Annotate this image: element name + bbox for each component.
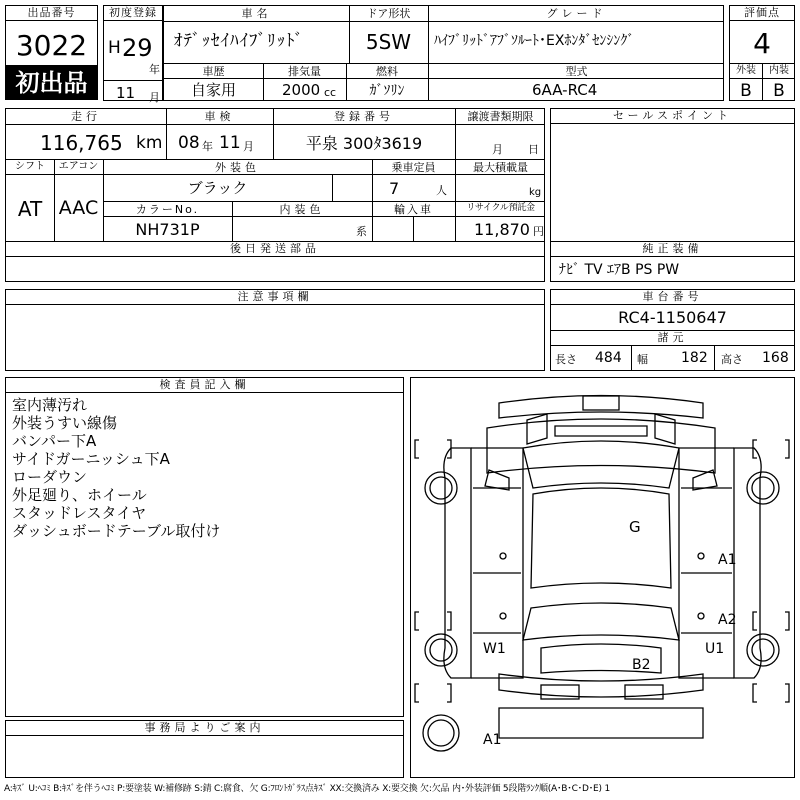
damage-diagram-box [410, 377, 795, 778]
specs-label: 諸元 [657, 331, 688, 344]
first-registration-era: H [108, 38, 121, 58]
transfer-doc-day-unit: 日 [528, 143, 539, 156]
inspection-year-unit: 年 [202, 140, 213, 153]
car-name-label: 車名 [241, 7, 272, 20]
inspector-note: サイドガーニッシュ下A [12, 450, 170, 468]
car-outline-diagram [411, 378, 794, 777]
vehicle-details-box [5, 108, 545, 242]
door-type-value: 5SW [365, 30, 412, 54]
exterior-color-value: ブラック [187, 179, 248, 197]
displacement-unit: cc [324, 86, 337, 99]
exterior-color-label: 外装色 [215, 161, 260, 174]
history-label: 車歴 [202, 65, 225, 78]
first-registration-year: 29 [122, 34, 153, 62]
aircon-label: エアコン [58, 161, 99, 172]
damage-mark-rear-bumper: A1 [483, 732, 502, 748]
damage-mark-left-rear-wheel: W1 [483, 641, 506, 657]
inspection-month-unit: 月 [243, 140, 254, 153]
first-registration-month: 11 [116, 84, 136, 102]
mileage-unit: km [136, 133, 163, 153]
interior-color-label: 内装色 [279, 203, 325, 216]
shift-value: AT [17, 197, 43, 221]
registration-label: 登録番号 [334, 110, 394, 123]
first-registration-box [103, 5, 163, 104]
inspector-note: ローダウン [12, 468, 88, 486]
inspector-note: 外装うすい線傷 [12, 414, 118, 432]
width-label: 幅 [637, 353, 648, 366]
inspector-note: バンパー下A [12, 432, 97, 450]
recycle-unit: 円 [533, 225, 544, 238]
import-label: 輸入車 [394, 203, 433, 216]
score-label: 評価点 [730, 6, 794, 21]
shift-label: シフト [15, 161, 45, 172]
later-parts-label: 後日発送部品 [6, 242, 544, 257]
grade-label: グレード [546, 7, 607, 20]
caution-box [5, 289, 545, 371]
caution-label: 注意事項欄 [6, 290, 544, 305]
height-label: 高さ [721, 353, 743, 366]
office-notice-label: 事務局よりご案内 [6, 721, 403, 736]
transfer-doc-label: 譲渡書類期限 [467, 110, 534, 123]
later-parts-box [5, 241, 545, 282]
mileage-value: 116,765 [40, 131, 123, 155]
sales-point-label: セールスポイント [551, 109, 794, 124]
car-info-box [163, 5, 724, 101]
sales-point-box [550, 108, 795, 242]
chassis-value: RC4-1150647 [618, 308, 727, 327]
equipment-box [550, 241, 795, 282]
chassis-label: 車台番号 [551, 290, 794, 305]
height-value: 168 [762, 350, 789, 366]
first-registration-month-unit: 月 [149, 91, 160, 104]
color-number-value: NH731P [135, 220, 200, 239]
max-load-unit: kg [529, 187, 542, 198]
model-value: 6AA-RC4 [532, 81, 598, 99]
first-registration-label: 初度登録 [104, 6, 162, 21]
inspector-note: スタッドレスタイヤ [12, 504, 147, 522]
office-notice-box [5, 720, 404, 778]
interior-score-value: B [773, 81, 785, 101]
interior-color-suffix: 系 [356, 225, 367, 238]
fuel-label: 燃料 [376, 65, 398, 78]
door-type-label: ドア形状 [366, 7, 411, 20]
color-number-label: カラーNo. [135, 203, 200, 216]
first-listing-text: 初出品 [15, 69, 88, 97]
first-listing-badge [5, 65, 98, 100]
first-registration-year-unit: 年 [149, 63, 160, 76]
inspector-note: ダッシュボードテーブル取付け [12, 522, 221, 540]
damage-mark-right-rear: A2 [718, 612, 737, 628]
inspection-year: 08 [178, 133, 200, 153]
width-value: 182 [681, 350, 708, 366]
max-load-label: 最大積載量 [473, 161, 528, 174]
length-label: 長さ [555, 353, 577, 366]
capacity-unit: 人 [436, 184, 447, 197]
equipment-value: ﾅﾋﾞ TV ｴｱB PS PW [559, 262, 680, 278]
inspector-label: 検査員記入欄 [6, 378, 403, 393]
capacity-label: 乗車定員 [391, 161, 436, 174]
recycle-label: リサイクル預託金 [466, 203, 535, 213]
damage-mark-right-rear-wheel: U1 [705, 641, 725, 657]
lot-number-value: 3022 [15, 29, 88, 62]
damage-code-legend: A:ｷｽﾞ U:ﾍｺﾐ B:ｷｽﾞを伴うﾍｺﾐ P:要塗装 W:補修跡 S:錆 C:腐食、欠 G:ﾌﾛﾝﾄｶﾞﾗｽ点ｷｽﾞ XX:交換済み X:要交換 欠:欠品 内･外装評価 5段階ﾗﾝｸ順(A･B･C･D･E) 1 [4, 784, 610, 794]
equipment-label: 純正装備 [551, 242, 794, 257]
model-label: 型式 [565, 65, 588, 78]
interior-score-label: 内装 [769, 65, 789, 76]
exterior-score-value: B [740, 81, 752, 101]
mileage-label: 走行 [71, 110, 101, 123]
damage-mark-windshield: G [629, 518, 641, 536]
damage-mark-rear: B2 [632, 657, 651, 673]
inspection-month: 11 [219, 133, 241, 153]
inspector-note: 外足廻り、ホイール [12, 486, 147, 504]
aircon-value: AAC [58, 197, 99, 219]
score-value: 4 [753, 27, 771, 60]
lot-number-label: 出品番号 [6, 6, 97, 21]
inspector-box [5, 377, 404, 717]
grade-value: ﾊｲﾌﾞﾘｯﾄﾞｱﾌﾞｿﾙｰﾄ･EXﾎﾝﾀﾞｾﾝｼﾝｸﾞ [434, 33, 635, 49]
score-box [729, 5, 795, 101]
chassis-box [550, 289, 795, 371]
displacement-label: 排気量 [288, 65, 321, 78]
inspection-label: 車検 [204, 110, 235, 123]
registration-value: 平泉 300ﾀ3619 [305, 134, 423, 153]
lot-number-box [5, 5, 98, 66]
history-value: 自家用 [190, 81, 236, 99]
car-name-value: ｵﾃﾞｯｾｲﾊｲﾌﾞﾘｯﾄﾞ [174, 31, 304, 51]
length-value: 484 [595, 350, 622, 366]
damage-mark-right-front: A1 [718, 552, 737, 568]
inspector-note: 室内薄汚れ [12, 396, 88, 414]
transfer-doc-month-unit: 月 [492, 143, 503, 156]
capacity-value: 7 [389, 179, 400, 198]
fuel-value: ｶﾞｿﾘﾝ [369, 83, 405, 99]
recycle-value: 11,870 [474, 220, 530, 239]
exterior-score-label: 外装 [736, 65, 756, 76]
displacement-value: 2000 [282, 81, 321, 99]
